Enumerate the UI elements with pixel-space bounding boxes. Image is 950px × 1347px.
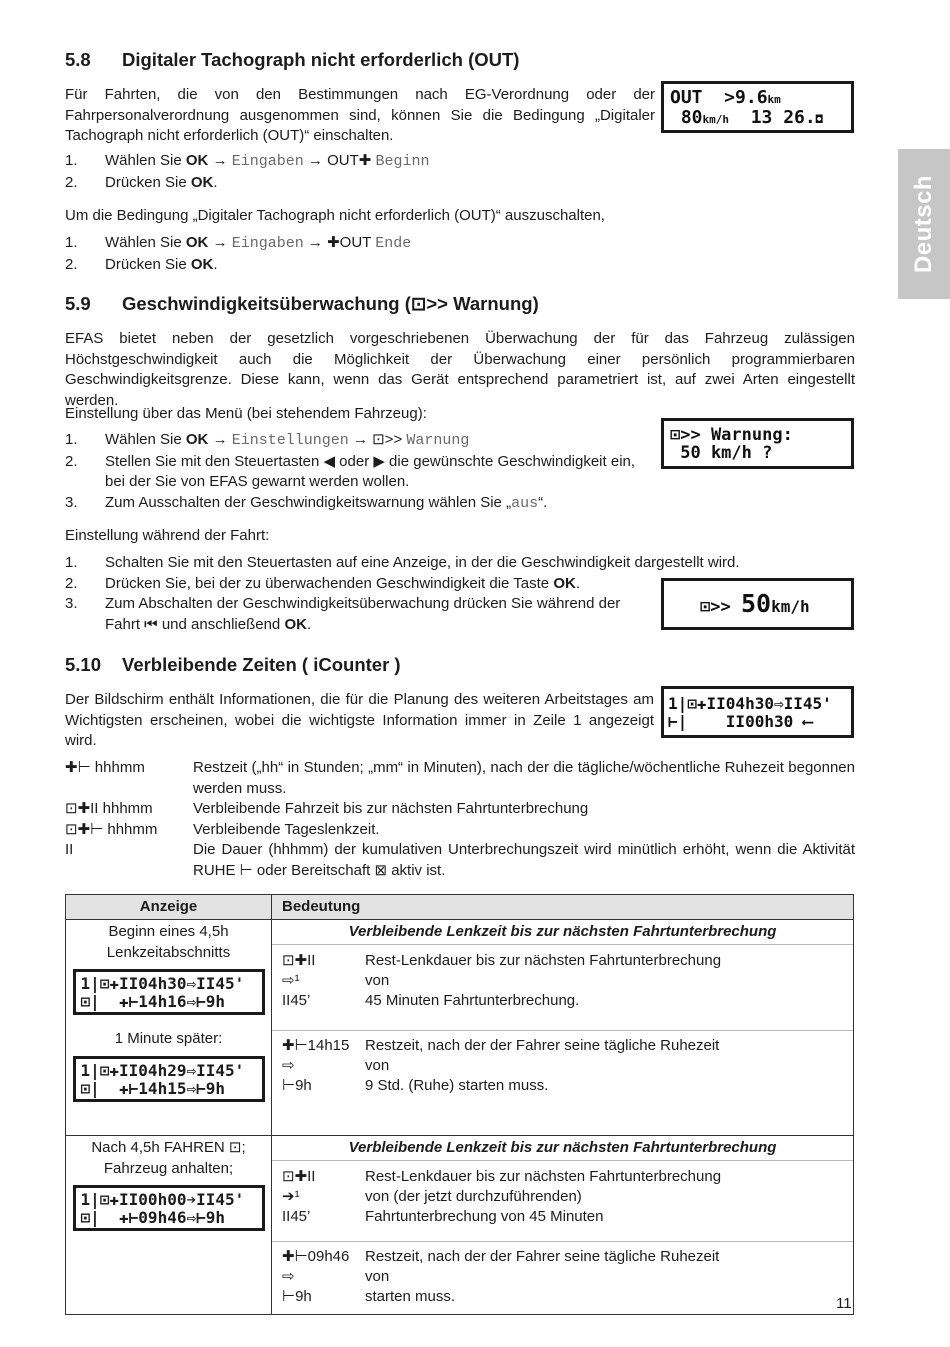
lcd-text: 50 km/h ?: [670, 443, 773, 463]
meaning-cell: [272, 920, 854, 1136]
meaning-symbol: ✚⊢09h46: [282, 1248, 350, 1265]
meaning-pairs: [272, 1241, 853, 1314]
meaning-text: Fahrtunterbrechung von 45 Minuten: [365, 1208, 604, 1225]
meaning-pairs: [272, 945, 853, 1030]
menu-ende: Ende: [375, 235, 412, 252]
steps-out-off: [65, 233, 665, 275]
meaning-text: 9 Std. (Ruhe) starten muss.: [365, 1077, 549, 1094]
list-item: 1. Schalten Sie mit den Steuertasten auf eine Anzeige, in der die Geschwindigkeit dargestellt wird.: [65, 554, 740, 571]
lcd-text: 1|⊡✚II04h30⇨II45': [668, 694, 832, 713]
list-item: 1. Wählen Sie OK → Eingaben → ✚OUT Ende: [65, 234, 412, 252]
driving-icon: ◘: [815, 113, 823, 126]
table-row: [66, 1136, 854, 1315]
meaning-symbol: ⇨: [282, 1057, 295, 1074]
paragraph-icounter-intro: Der Bildschirm enthält Informationen, die für die Planung des weiteren Arbeitstages am Wichtigsten erscheinen, wobei die wichtigste Information immer in Zeile 1 angezeigt wird.: [65, 691, 654, 749]
out-end-symbol: ✚OUT: [327, 234, 372, 251]
section-title: Verbleibende Zeiten ( iCounter ): [122, 654, 401, 675]
icounter-table: [65, 894, 854, 1315]
display-label: Beginn eines 4,5h Lenkzeitabschnitts: [106, 923, 231, 961]
lcd-icounter-display: [661, 686, 854, 738]
lcd-text: ⊡| ✚⊢09h46⇨⊢9h: [80, 1208, 225, 1227]
lcd-text: OUT >9.6: [670, 87, 768, 108]
definition-symbol: ⊡✚II hhhmm: [65, 800, 153, 817]
meaning-symbol: ✚⊢14h15: [282, 1037, 350, 1054]
display-label: Nach 4,5h FAHREN ⊡; Fahrzeug anhalten;: [91, 1139, 246, 1177]
meaning-symbol: ⊢9h: [282, 1288, 312, 1305]
menu-beginn: Beginn: [375, 153, 430, 170]
section-number: 5.8: [65, 49, 91, 70]
lcd-text: 1|⊡✚II00h00➔II45': [80, 1190, 245, 1209]
meaning-symbol: ⇨¹: [282, 972, 300, 989]
section-title: Digitaler Tachograph nicht erforderlich (OUT): [122, 49, 520, 70]
menu-eingaben: Eingaben: [231, 235, 304, 252]
definition-symbol: ⊡✚⊢ hhhmm: [65, 820, 158, 838]
section-number: 5.10: [65, 654, 102, 675]
definition-text: Restzeit („hh“ in Stunden; „mm“ in Minuten), nach der die tägliche/wöchentliche Ruhezeit begonnen werden muss.: [193, 759, 855, 797]
lcd-warning-display: [661, 418, 854, 469]
lcd-text: ⊡>>: [700, 597, 741, 617]
lcd-example: [73, 969, 265, 1015]
definition-symbol: ✚⊢ hhhmm: [65, 759, 145, 776]
definition-row: [65, 840, 855, 881]
lcd-speed-display: [661, 578, 854, 630]
display-cell: [66, 1136, 272, 1315]
meaning-text: 45 Minuten Fahrtunterbrechung.: [365, 992, 580, 1009]
section-number: 5.9: [65, 293, 91, 314]
out-begin-symbol: OUT✚: [327, 152, 372, 169]
meaning-text: Rest-Lenkdauer bis zur nächsten Fahrtunterbrechung: [365, 952, 722, 969]
meaning-symbol: ⊡✚II: [282, 952, 316, 969]
section-heading-5-8: [65, 48, 519, 72]
menu-einstellungen: Einstellungen: [231, 432, 349, 449]
lcd-text: 80: [670, 107, 703, 128]
meaning-text: von (der jetzt durchzuführenden): [365, 1188, 582, 1205]
list-item: 1. Wählen Sie OK → Einstellungen → ⊡>> Warnung: [65, 431, 470, 449]
list-item: 1. Wählen Sie OK → Eingaben → OUT✚ Beginn: [65, 152, 430, 170]
lcd-unit: km: [767, 93, 781, 106]
definition-text: Verbleibende Fahrzeit bis zur nächsten Fahrtunterbrechung: [193, 800, 589, 817]
meaning-text: von: [365, 1268, 390, 1285]
definition-row: [65, 820, 855, 841]
meaning-subheading: Verbleibende Lenkzeit bis zur nächsten Fahrtunterbrechung: [272, 920, 853, 945]
lcd-text: 13 26.: [729, 107, 816, 128]
table-header: [66, 895, 854, 920]
meaning-text: von: [365, 1057, 390, 1074]
definition-symbol: II: [65, 841, 74, 858]
list-item: 2. Drücken Sie, bei der zu überwachenden Geschwindigkeit die Taste OK.: [65, 574, 580, 592]
lcd-example: [73, 1185, 265, 1231]
list-item: 2. Drücken Sie OK.: [65, 173, 218, 191]
option-aus: aus: [511, 494, 539, 512]
menu-eingaben: Eingaben: [231, 153, 304, 170]
definition-row: [65, 799, 855, 820]
menu-warnung: Warnung: [406, 432, 470, 449]
meaning-text: Restzeit, nach der der Fahrer seine tägliche Ruhezeit: [365, 1248, 720, 1265]
list-item: 3. Zum Abschalten der Geschwindigkeitsüberwachung drücken Sie während der Fahrt ⏮ und anschließend OK.: [65, 595, 621, 633]
warning-symbol: ⊡>>: [372, 431, 403, 448]
language-tab: [898, 149, 950, 299]
lcd-text: ⊡>> Warnung:: [670, 425, 793, 445]
lcd-unit: km/h: [702, 113, 730, 126]
list-item: 3. Zum Ausschalten der Geschwindigkeitswarnung wählen Sie „aus“.: [65, 493, 548, 512]
header-anzeige: Anzeige: [66, 895, 272, 920]
lcd-text: 1|⊡✚II04h29⇨II45': [80, 1060, 245, 1080]
display-label: 1 Minute später:: [114, 1030, 223, 1047]
definition-text: Verbleibende Tageslenkzeit.: [193, 820, 380, 838]
header-bedeutung: Bedeutung: [272, 895, 854, 920]
meaning-symbol: ➔¹: [282, 1188, 300, 1205]
steps-out-on: [65, 151, 665, 193]
lcd-text: ⊢| II00h30 ⟵: [668, 712, 813, 731]
meaning-symbol: II45’: [282, 992, 311, 1009]
meaning-pairs: [272, 1030, 853, 1109]
meaning-symbol: ⇨: [282, 1268, 295, 1285]
lcd-text: 1|⊡✚II04h30⇨II45': [80, 974, 245, 993]
table-row: [66, 920, 854, 1136]
steps-menu-setting: [65, 430, 655, 514]
meaning-symbol: ⊢9h: [282, 1077, 312, 1094]
paragraph-menu-setting: Einstellung über das Menü (bei stehendem Fahrzeug):: [65, 405, 427, 422]
lcd-out-display: [661, 81, 854, 133]
meaning-text: Restzeit, nach der der Fahrer seine tägliche Ruhezeit: [365, 1037, 720, 1054]
section-heading-5-10: [65, 653, 401, 677]
definition-text: Die Dauer (hhhmm) der kumulativen Unterbrechungszeit wird minütlich erhöht, wenn die Aktivität RUHE ⊢ oder Bereitschaft ⊠ aktiv ist.: [193, 841, 855, 879]
meaning-text: von: [365, 972, 390, 989]
definition-row: [65, 758, 855, 799]
lcd-example: [73, 1056, 265, 1102]
paragraph-drive-setting: Einstellung während der Fahrt:: [65, 527, 270, 544]
meaning-pairs: [272, 1161, 853, 1241]
meaning-symbol: ⊡✚II: [282, 1168, 316, 1185]
symbol-definitions: [65, 758, 855, 881]
display-cell: [66, 920, 272, 1136]
paragraph-speed-intro: EFAS bietet neben der gesetzlich vorgeschriebenen Überwachung der für das Fahrzeug zulässigen Höchstgeschwindigkeit auch die Möglichkeit der Überwachung einer persönlich programmierbaren Geschwindigkeitsgrenze. Diese kann, wenn das Gerät entsprechend parametriert ist, auf zwei Arten eingestellt werden.: [65, 330, 855, 409]
lcd-text: ⊡| ✚⊢14h15⇨⊢9h: [80, 1078, 225, 1098]
paragraph-out-off: Um die Bedingung „Digitaler Tachograph nicht erforderlich (OUT)“ auszuschalten,: [65, 207, 605, 224]
lcd-speed-value: 50: [740, 589, 772, 618]
list-item: 2. Stellen Sie mit den Steuertasten ◀ oder ▶ die gewünschte Geschwindigkeit ein, bei der Sie von EFAS gewarnt werden wollen.: [65, 452, 636, 490]
section-title: Geschwindigkeitsüberwachung (⊡>> Warnung): [122, 293, 539, 314]
list-item: 2. Drücken Sie OK.: [65, 255, 218, 273]
meaning-text: Rest-Lenkdauer bis zur nächsten Fahrtunterbrechung: [365, 1168, 722, 1185]
meaning-cell: [272, 1136, 854, 1315]
page-number: 11: [836, 1295, 852, 1312]
lcd-unit: km/h: [771, 597, 810, 616]
paragraph-out-intro: Für Fahrten, die von den Bestimmungen nach EG-Verordnung oder der Fahrpersonalverordnung ausgenommen sind, können Sie die Bedingung „Digitaler Tachograph nicht erforderlich (OUT)“ einschalten.: [65, 86, 655, 144]
lcd-text: ⊡| ✚⊢14h16⇨⊢9h: [80, 992, 225, 1011]
language-tab-label: Deutsch: [909, 174, 937, 274]
meaning-symbol: II45’: [282, 1208, 311, 1225]
section-heading-5-9: [65, 292, 539, 316]
meaning-text: starten muss.: [365, 1288, 456, 1305]
meaning-subheading: Verbleibende Lenkzeit bis zur nächsten Fahrtunterbrechung: [272, 1136, 853, 1161]
